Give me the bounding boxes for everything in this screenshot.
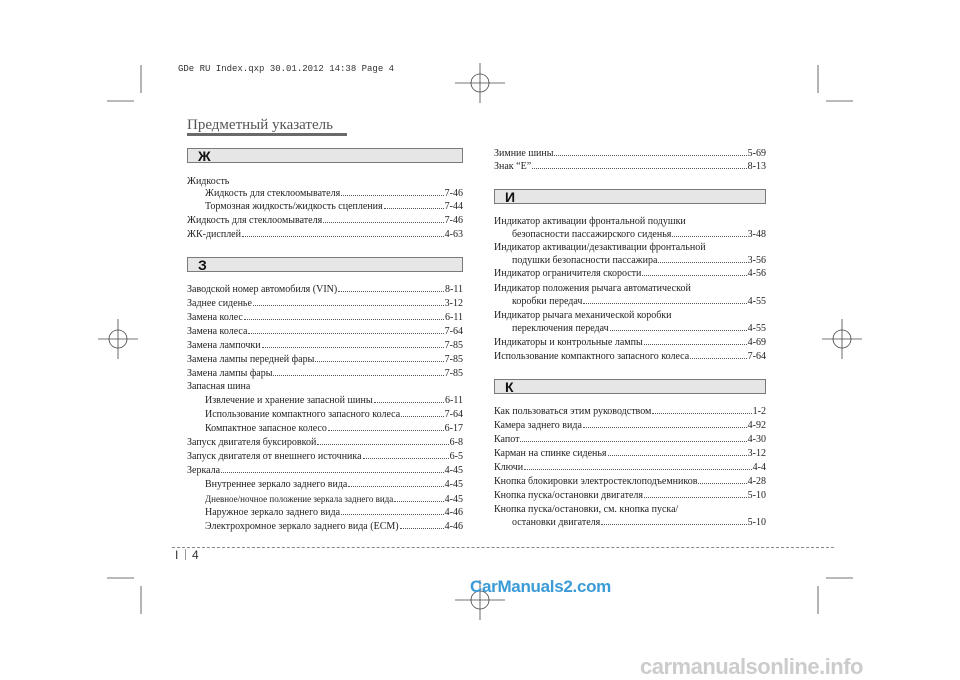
registration-target-top	[455, 63, 505, 103]
section-header-z: З	[187, 257, 463, 272]
index-entry: Индикатор положения рычага автоматической	[494, 283, 691, 294]
carmanuals-watermark[interactable]: CarManuals2.com	[470, 577, 611, 596]
index-entry: Использование компактного запасного колеса 7-64	[494, 351, 766, 362]
index-entry: Зимние шины 5-69	[494, 148, 766, 159]
index-entry: Зеркала 4-45	[187, 465, 463, 476]
index-entry: Индикатор активации фронтальной подушки	[494, 216, 686, 227]
index-entry: Знак “E” 8-13	[494, 161, 766, 172]
index-entry: Замена лампочки 7-85	[187, 340, 463, 351]
page-title: Предметный указатель	[187, 117, 333, 133]
site-watermark: carmanualsonline.info	[640, 654, 863, 679]
page-digit: 4	[192, 548, 199, 562]
index-entry: Индикаторы и контрольные лампы 4-69	[494, 337, 766, 348]
index-entry: Наружное зеркало заднего вида 4-46	[205, 507, 463, 518]
index-entry: Капот 4-30	[494, 434, 766, 445]
index-entry: Индикатор ограничителя скорости 4-56	[494, 268, 766, 279]
index-entry: Запуск двигателя буксировкой 6-8	[187, 437, 463, 448]
index-entry: Индикатор активации/дезактивации фронтальной	[494, 242, 706, 253]
index-entry: Ключи 4-4	[494, 462, 766, 473]
index-entry: Кнопка блокировки электростеклоподъемников 4-28	[494, 476, 766, 487]
index-entry: Кнопка пуска/остановки двигателя 5-10	[494, 490, 766, 501]
index-entry: Запасная шина	[187, 381, 251, 392]
index-entry: коробки передач 4-55	[512, 296, 766, 307]
index-entry: подушки безопасности пассажира 3-56	[512, 255, 766, 266]
index-entry: Использование компактного запасного колеса 7-64	[205, 409, 463, 420]
index-entry: Заднее сиденье 3-12	[187, 298, 463, 309]
index-entry: Замена колес 6-11	[187, 312, 463, 323]
index-entry: переключения передач 4-55	[512, 323, 766, 334]
footer-rule	[172, 547, 834, 548]
index-entry: Жидкость для стеклоомывателя 7-46	[205, 188, 463, 199]
page-number	[175, 548, 199, 562]
index-entry: Внутреннее зеркало заднего вида 4-45	[205, 479, 463, 490]
index-entry: Кнопка пуска/остановки, см. кнопка пуска/	[494, 504, 679, 515]
registration-target-right	[822, 319, 862, 359]
index-entry: Замена лампы передней фары 7-85	[187, 354, 463, 365]
index-entry: ЖК-дисплей 4-63	[187, 229, 463, 240]
index-entry: Индикатор рычага механической коробки	[494, 310, 672, 321]
section-header-i: И	[494, 189, 766, 204]
index-entry: Запуск двигателя от внешнего источника 6-5	[187, 451, 463, 462]
title-underline	[187, 133, 347, 136]
index-entry: Дневное/ночное положение зеркала заднего вида 4-45	[205, 494, 463, 505]
section-header-zh: Ж	[187, 148, 463, 163]
index-entry: Замена колеса 7-64	[187, 326, 463, 337]
index-entry: Электрохромное зеркало заднего вида (ECM) 4-46	[205, 521, 463, 532]
index-entry: Замена лампы фары 7-85	[187, 368, 463, 379]
index-entry: Камера заднего вида 4-92	[494, 420, 766, 431]
index-entry: Жидкость	[187, 176, 230, 187]
index-entry: безопасности пассажирского сиденья 3-48	[512, 229, 766, 240]
index-entry: остановки двигателя 5-10	[512, 517, 766, 528]
index-entry: Компактное запасное колесо 6-17	[205, 423, 463, 434]
index-entry: Заводской номер автомобиля (VIN) 8-11	[187, 284, 463, 295]
index-entry: Тормозная жидкость/жидкость сцепления 7-44	[205, 201, 463, 212]
section-header-k: К	[494, 379, 766, 394]
file-info-header: GDe RU Index.qxp 30.01.2012 14:38 Page 4	[178, 64, 395, 74]
page-prefix: I	[175, 548, 179, 562]
index-entry: Жидкость для стеклоомывателя 7-46	[187, 215, 463, 226]
index-entry: Карман на спинке сиденья 3-12	[494, 448, 766, 459]
index-entry: Как пользоваться этим руководством 1-2	[494, 406, 766, 417]
page-number-separator	[185, 549, 186, 560]
registration-target-left	[98, 319, 138, 359]
index-entry: Извлечение и хранение запасной шины 6-11	[205, 395, 463, 406]
